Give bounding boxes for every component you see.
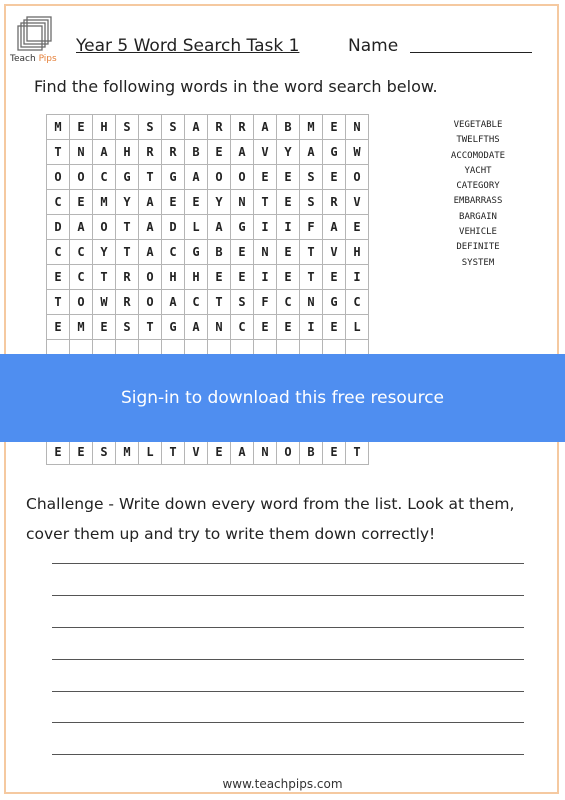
grid-cell: A xyxy=(254,115,277,140)
writing-line xyxy=(52,754,524,755)
grid-cell: T xyxy=(162,440,185,465)
grid-cell: Y xyxy=(208,190,231,215)
grid-cell: C xyxy=(231,315,254,340)
grid-cell: E xyxy=(47,440,70,465)
grid-cell: T xyxy=(300,265,323,290)
grid-cell: E xyxy=(70,440,93,465)
grid-cell: L xyxy=(346,315,369,340)
grid-cell: I xyxy=(346,265,369,290)
grid-cell: T xyxy=(139,315,162,340)
grid-cell: E xyxy=(70,115,93,140)
grid-cell: E xyxy=(323,265,346,290)
grid-cell: A xyxy=(139,215,162,240)
grid-cell: E xyxy=(277,240,300,265)
grid-cell: S xyxy=(162,115,185,140)
grid-cell: C xyxy=(346,290,369,315)
grid-cell: E xyxy=(323,315,346,340)
grid-cell: G xyxy=(185,240,208,265)
grid-cell: E xyxy=(323,165,346,190)
grid-cell: M xyxy=(300,115,323,140)
challenge-text: Challenge - Write down every word from the list. Look at them, cover them up and try to write them down correctly! xyxy=(26,495,515,543)
grid-cell: R xyxy=(231,115,254,140)
grid-cell: W xyxy=(93,290,116,315)
grid-cell: E xyxy=(208,140,231,165)
grid-cell: S xyxy=(139,115,162,140)
word-list xyxy=(432,118,524,271)
grid-row xyxy=(47,440,369,465)
grid-cell: E xyxy=(162,190,185,215)
grid-cell: T xyxy=(208,290,231,315)
grid-cell: R xyxy=(116,290,139,315)
grid-row xyxy=(47,240,369,265)
grid-cell: R xyxy=(208,115,231,140)
grid-cell: H xyxy=(116,140,139,165)
grid-cell: B xyxy=(277,115,300,140)
grid-cell: G xyxy=(162,315,185,340)
grid-cell: A xyxy=(231,440,254,465)
grid-cell: S xyxy=(116,115,139,140)
grid-cell: E xyxy=(277,190,300,215)
grid-cell: T xyxy=(300,240,323,265)
grid-cell: H xyxy=(93,115,116,140)
grid-cell: S xyxy=(116,315,139,340)
sign-in-banner[interactable] xyxy=(0,354,565,442)
grid-cell: E xyxy=(346,215,369,240)
grid-cell: A xyxy=(162,290,185,315)
grid-cell: C xyxy=(70,265,93,290)
grid-cell: R xyxy=(116,265,139,290)
grid-cell: L xyxy=(139,440,162,465)
instruction-text: Find the following words in the word search below. xyxy=(34,77,438,96)
grid-cell: V xyxy=(254,140,277,165)
grid-row xyxy=(47,315,369,340)
writing-line xyxy=(52,722,524,723)
grid-cell: V xyxy=(323,240,346,265)
grid-cell: C xyxy=(47,240,70,265)
grid-cell: G xyxy=(116,165,139,190)
grid-cell: H xyxy=(185,265,208,290)
grid-row xyxy=(47,290,369,315)
grid-cell: T xyxy=(116,215,139,240)
grid-cell: G xyxy=(323,140,346,165)
grid-cell: N xyxy=(254,440,277,465)
writing-line xyxy=(52,659,524,660)
grid-cell: T xyxy=(254,190,277,215)
grid-cell: Y xyxy=(277,140,300,165)
grid-cell: V xyxy=(185,440,208,465)
grid-cell: A xyxy=(300,140,323,165)
grid-cell: T xyxy=(139,165,162,190)
word-list-item: DEFINITE xyxy=(456,242,500,253)
grid-cell: B xyxy=(208,240,231,265)
grid-cell: E xyxy=(47,315,70,340)
grid-cell: E xyxy=(323,115,346,140)
footer-url: www.teachpips.com xyxy=(222,777,343,791)
grid-cell: A xyxy=(70,215,93,240)
brand-name: Teach Pips xyxy=(10,54,57,64)
grid-cell: B xyxy=(185,140,208,165)
grid-cell: E xyxy=(254,165,277,190)
grid-cell: M xyxy=(116,440,139,465)
grid-cell: I xyxy=(254,265,277,290)
word-list-item: ACCOMODATE xyxy=(450,150,506,161)
grid-cell: G xyxy=(231,215,254,240)
grid-cell: E xyxy=(70,190,93,215)
grid-cell: T xyxy=(47,140,70,165)
grid-cell: O xyxy=(70,290,93,315)
grid-cell: O xyxy=(70,165,93,190)
grid-cell: C xyxy=(185,290,208,315)
grid-cell: T xyxy=(346,440,369,465)
grid-cell: I xyxy=(300,315,323,340)
grid-cell: E xyxy=(277,265,300,290)
grid-row xyxy=(47,190,369,215)
sign-in-banner-text: Sign-in to download this free resource xyxy=(120,388,445,408)
grid-cell: D xyxy=(162,215,185,240)
grid-cell: R xyxy=(139,140,162,165)
grid-cell: E xyxy=(93,315,116,340)
grid-row xyxy=(47,165,369,190)
grid-cell: O xyxy=(139,265,162,290)
grid-cell: O xyxy=(231,165,254,190)
grid-cell: T xyxy=(116,240,139,265)
grid-cell: N xyxy=(208,315,231,340)
grid-cell: O xyxy=(208,165,231,190)
grid-cell: A xyxy=(93,140,116,165)
grid-cell: A xyxy=(323,215,346,240)
writing-line xyxy=(52,627,524,628)
word-list-item: TWELFTHS xyxy=(456,135,500,146)
grid-cell: C xyxy=(162,240,185,265)
grid-cell: R xyxy=(162,140,185,165)
writing-line xyxy=(52,691,524,692)
grid-cell: E xyxy=(277,315,300,340)
grid-cell: A xyxy=(139,240,162,265)
grid-cell: O xyxy=(346,165,369,190)
grid-cell: F xyxy=(254,290,277,315)
grid-cell: N xyxy=(300,290,323,315)
grid-cell: H xyxy=(346,240,369,265)
grid-cell: H xyxy=(162,265,185,290)
grid-cell: S xyxy=(93,440,116,465)
grid-cell: E xyxy=(323,440,346,465)
page-title: Year 5 Word Search Task 1 xyxy=(76,36,300,56)
grid-cell: O xyxy=(47,165,70,190)
grid-cell: N xyxy=(231,190,254,215)
grid-cell: C xyxy=(277,290,300,315)
grid-cell: E xyxy=(185,190,208,215)
grid-cell: E xyxy=(208,440,231,465)
grid-cell: N xyxy=(70,140,93,165)
word-list-item: SYSTEM xyxy=(461,257,495,268)
grid-cell: M xyxy=(93,190,116,215)
word-list-item: VEGETABLE xyxy=(453,120,503,130)
grid-cell: M xyxy=(70,315,93,340)
grid-cell: Y xyxy=(93,240,116,265)
grid-cell: R xyxy=(323,190,346,215)
grid-cell: E xyxy=(231,240,254,265)
grid-cell: N xyxy=(346,115,369,140)
grid-row xyxy=(47,115,369,140)
grid-cell: I xyxy=(277,215,300,240)
grid-cell: C xyxy=(93,165,116,190)
grid-cell: A xyxy=(139,190,162,215)
grid-row xyxy=(47,265,369,290)
name-line xyxy=(410,52,532,53)
grid-cell: A xyxy=(185,315,208,340)
grid-cell: W xyxy=(346,140,369,165)
grid-cell: O xyxy=(277,440,300,465)
word-list-item: CATEGORY xyxy=(456,181,500,192)
grid-cell: E xyxy=(231,265,254,290)
grid-cell: N xyxy=(254,240,277,265)
grid-cell: O xyxy=(139,290,162,315)
grid-cell: G xyxy=(162,165,185,190)
name-label: Name xyxy=(348,36,399,56)
grid-cell: O xyxy=(93,215,116,240)
word-list-item: VEHICLE xyxy=(459,227,497,238)
grid-cell: S xyxy=(231,290,254,315)
grid-cell: C xyxy=(70,240,93,265)
grid-cell: S xyxy=(300,165,323,190)
grid-cell: Y xyxy=(116,190,139,215)
grid-cell: A xyxy=(231,140,254,165)
word-list-item: EMBARRASS xyxy=(453,196,503,207)
grid-cell: L xyxy=(185,215,208,240)
grid-cell: E xyxy=(254,315,277,340)
grid-cell: S xyxy=(300,190,323,215)
grid-row xyxy=(47,215,369,240)
grid-row xyxy=(47,140,369,165)
grid-cell: M xyxy=(47,115,70,140)
writing-line xyxy=(52,595,524,596)
grid-cell: V xyxy=(346,190,369,215)
grid-cell: E xyxy=(277,165,300,190)
grid-cell: C xyxy=(47,190,70,215)
grid-cell: E xyxy=(47,265,70,290)
word-list-item: YACHT xyxy=(464,165,492,176)
grid-cell: I xyxy=(254,215,277,240)
grid-cell: T xyxy=(93,265,116,290)
grid-cell: A xyxy=(185,165,208,190)
grid-cell: A xyxy=(208,215,231,240)
word-list-item: BARGAIN xyxy=(459,211,497,222)
grid-cell: D xyxy=(47,215,70,240)
grid-cell: G xyxy=(323,290,346,315)
grid-cell: E xyxy=(208,265,231,290)
grid-cell: T xyxy=(47,290,70,315)
grid-cell: F xyxy=(300,215,323,240)
writing-line xyxy=(52,563,524,564)
grid-cell: A xyxy=(185,115,208,140)
grid-cell: B xyxy=(300,440,323,465)
